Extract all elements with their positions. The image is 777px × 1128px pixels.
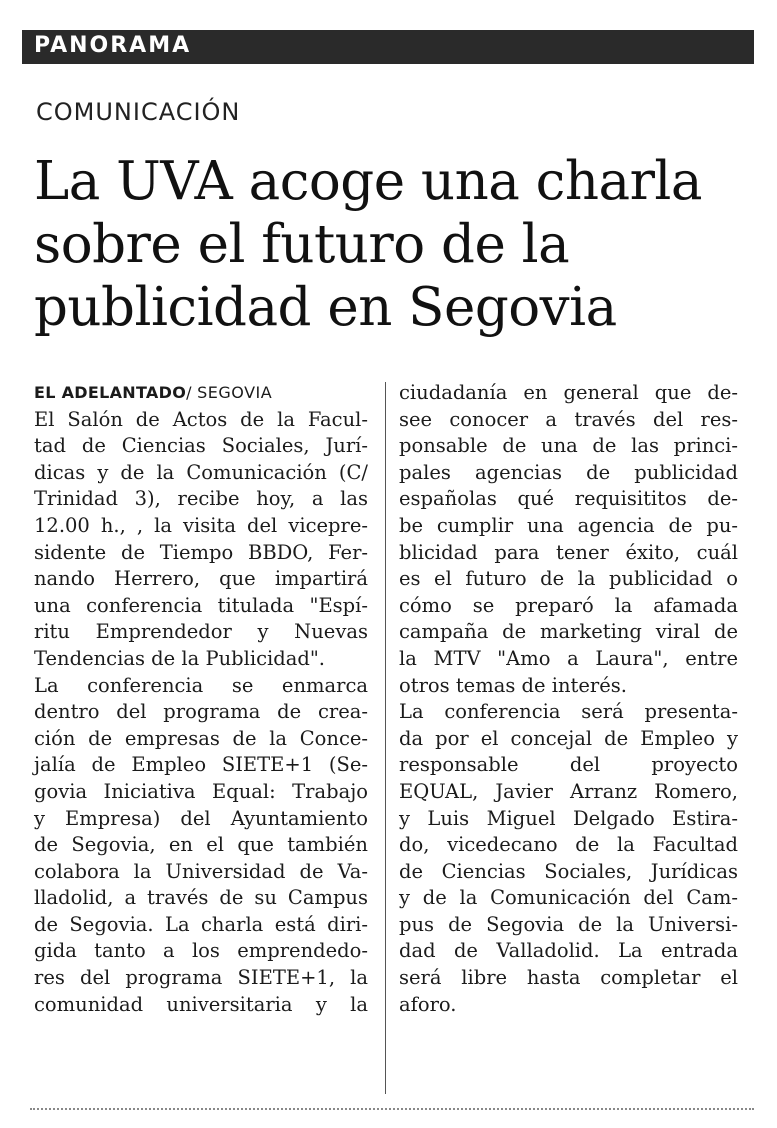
- article-text-line: de Segovia, en el que también: [34, 833, 368, 857]
- article-text-line: res del programa SIETE+1, la: [34, 966, 368, 990]
- bottom-divider: [30, 1108, 754, 1110]
- article-text-line: colabora la Universidad de Va-: [34, 859, 368, 883]
- article-text-line: ciudadanía en general que de-: [399, 381, 738, 404]
- article-text-line: campaña de marketing viral de: [399, 620, 738, 644]
- article-text-line: EQUAL, Javier Arranz Romero,: [399, 779, 738, 803]
- article-text-line: comunidad universitaria y la: [34, 992, 368, 1016]
- column-divider: [385, 382, 386, 1094]
- article-text-line: be cumplir una agencia de pu-: [399, 513, 738, 537]
- article-text-line: responsable del proyecto: [399, 753, 738, 777]
- article-text-line: gida tanto a los emprendedo-: [34, 939, 368, 963]
- article-text-line: españolas qué requisititos de-: [399, 487, 738, 511]
- article-text-line: blicidad para tener éxito, cuál: [399, 540, 738, 564]
- article-text-line: será libre hasta completar el: [399, 966, 738, 990]
- article-text-line: Trinidad 3), recibe hoy, a las: [34, 487, 368, 511]
- headline-line: sobre el futuro de la: [34, 214, 570, 275]
- article-text-line: una conferencia titulada "Espí-: [34, 593, 368, 617]
- article-text-line: nando Herrero, que impartirá: [34, 567, 368, 591]
- article-text-line: ción de empresas de la Conce-: [34, 726, 368, 750]
- article-text-line: la MTV "Amo a Laura", entre: [399, 646, 738, 670]
- article-text-line: dicas y de la Comunicación (C/: [34, 460, 368, 484]
- article-text-line: aforo.: [399, 992, 457, 1016]
- article-text-line: de Segovia. La charla está diri-: [34, 912, 368, 936]
- article-text-line: La conferencia se enmarca: [34, 673, 368, 697]
- article-text-line: otros temas de interés.: [399, 673, 628, 697]
- article-text-line: lladolid, a través de su Campus: [34, 886, 368, 910]
- section-title: PANORAMA: [34, 33, 192, 58]
- byline: [34, 380, 368, 407]
- article-text-line: tad de Ciencias Sociales, Jurí-: [34, 434, 368, 458]
- article-text-line: y de la Comunicación del Cam-: [399, 886, 738, 910]
- article-text-line: es el futuro de la publicidad o: [399, 567, 738, 591]
- article-text-line: govia Iniciativa Equal: Trabajo: [34, 779, 368, 803]
- article-text-line: 12.00 h., , la visita del vicepre-: [34, 513, 368, 537]
- article-text-line: ponsable de una de las princi-: [399, 434, 738, 458]
- headline-line: La UVA acoge una charla: [34, 151, 702, 212]
- byline-source: EL ADELANTADO: [34, 383, 187, 402]
- article-text-line: ritu Emprendedor y Nuevas: [34, 620, 368, 644]
- article-column-left: [34, 380, 368, 1018]
- article-text-line: dentro del programa de crea-: [34, 700, 368, 724]
- article-text-line: El Salón de Actos de la Facul-: [34, 407, 368, 431]
- article-kicker: COMUNICACIÓN: [36, 98, 241, 126]
- article-text-line: dad de Valladolid. La entrada: [399, 939, 738, 963]
- article-text-line: La conferencia será presenta-: [399, 700, 738, 724]
- article-text-line: y Empresa) del Ayuntamiento: [34, 806, 368, 830]
- article-text-line: pales agencias de publicidad: [399, 460, 738, 484]
- article-text-line: Tendencias de la Publicidad".: [34, 646, 325, 670]
- headline-line: publicidad en Segovia: [34, 277, 617, 338]
- article-text-line: de Ciencias Sociales, Jurídicas: [399, 859, 738, 883]
- article-text-line: pus de Segovia de la Universi-: [399, 912, 738, 936]
- article-text-line: sidente de Tiempo BBDO, Fer-: [34, 540, 368, 564]
- article-text-line: jalía de Empleo SIETE+1 (Se-: [34, 753, 368, 777]
- article-text-line: da por el concejal de Empleo y: [399, 726, 738, 750]
- article-text-line: see conocer a través del res-: [399, 407, 738, 431]
- byline-city: SEGOVIA: [191, 383, 273, 402]
- article-text-line: cómo se preparó la afamada: [399, 593, 738, 617]
- article-text-line: do, vicedecano de la Facultad: [399, 833, 738, 857]
- article-headline: [34, 150, 754, 339]
- byline-separator: /: [186, 383, 192, 402]
- article-column-right: [399, 380, 738, 1018]
- article-text-line: y Luis Miguel Delgado Estira-: [399, 806, 738, 830]
- section-header-bar: [22, 30, 754, 64]
